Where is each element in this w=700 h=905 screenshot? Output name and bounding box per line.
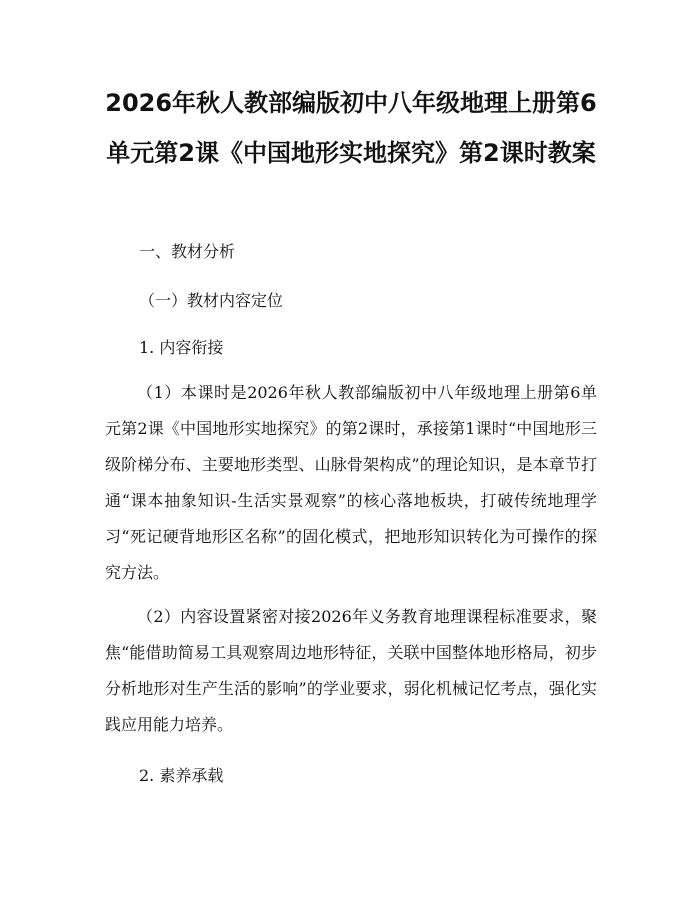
paragraph-1: （1）本课时是2026年秋人教部编版初中八年级地理上册第6单元第2课《中国地形实地探究》的第2课时，承接第1课时“中国地形三级阶梯分布、主要地形类型、山脉骨架构成”的理论知识，是本章节打通“课本抽象知识-生活实景观察”的核心落地板块，打破传统地理学习“死记硬背地形区名称”的固化模式，把地形知识转化为可操作的探究方法。 <box>105 383 597 582</box>
subsection-heading-content-positioning: （一）教材内容定位 <box>139 291 284 310</box>
item-heading-literacy: 2. 素养承载 <box>139 766 224 785</box>
section-heading-textbook-analysis: 一、教材分析 <box>139 242 236 261</box>
paragraph-2: （2）内容设置紧密对接2026年义务教育地理课程标准要求，聚焦“能借助简易工具观察周边地形特征，关联中国整体地形格局，初步分析地形对生产生活的影响”的学业要求，弱化机械记忆考点，强化实践应用能力培养。 <box>105 607 597 734</box>
document-title: 2026年秋人教部编版初中八年级地理上册第6单元第2课《中国地形实地探究》第2课时教案 <box>105 89 597 167</box>
item-heading-content-connection: 1. 内容衔接 <box>139 338 224 357</box>
